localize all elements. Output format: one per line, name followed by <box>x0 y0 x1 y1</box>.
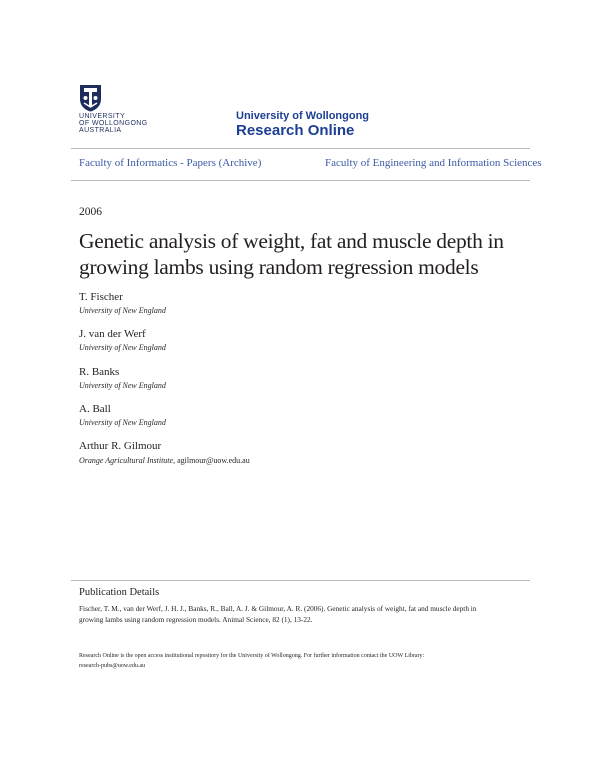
author-affiliation-with-email <box>79 456 250 465</box>
author-name: J. van der Werf <box>79 328 146 340</box>
logo-line-3: AUSTRALIA <box>79 127 122 134</box>
publication-details-heading: Publication Details <box>79 587 160 598</box>
logo-line-2: OF WOLLONGONG <box>79 120 148 127</box>
footer-email-link[interactable]: research-pubs@uow.edu.au <box>79 663 146 669</box>
author-name: R. Banks <box>79 366 120 378</box>
author-affiliation: University of New England <box>79 306 166 315</box>
nav-divider <box>71 180 530 181</box>
publication-details-text <box>79 603 529 625</box>
author-affiliation: University of New England <box>79 381 166 390</box>
paper-title-line-2: growing lambs using random regression models <box>79 255 479 279</box>
author-name: T. Fischer <box>79 291 123 303</box>
footer-line-1: Research Online is the open access institutional repository for the University of Wollongong. For further information contact the UOW Library: <box>79 653 425 659</box>
publication-line-2: growing lambs using random regression models. Animal Science, 82 (1), 13-22. <box>79 615 313 624</box>
author-affiliation: Orange Agricultural Institute <box>79 456 174 465</box>
university-name-link[interactable]: University of Wollongong <box>236 110 370 122</box>
university-logo <box>79 84 149 136</box>
author-affiliation: University of New England <box>79 343 166 352</box>
publication-line-1: Fischer, T. M., van der Werf, J. H. J., Banks, R., Ball, A. J. & Gilmour, A. R. (2006). Genetic analysis of weight, fat and muscle depth in <box>79 604 477 613</box>
university-wordmark <box>79 113 149 134</box>
author-name: A. Ball <box>79 403 111 415</box>
repository-footer <box>79 651 529 671</box>
author-affiliation: University of New England <box>79 418 166 427</box>
faculty-engineering-link[interactable]: Faculty of Engineering and Information Sciences <box>325 157 542 169</box>
faculty-informatics-link[interactable]: Faculty of Informatics - Papers (Archive) <box>79 157 262 169</box>
publication-divider <box>71 580 530 581</box>
top-divider <box>71 148 530 149</box>
university-crest-icon <box>79 84 102 112</box>
author-email[interactable]: , agilmour@uow.edu.au <box>173 456 250 465</box>
research-online-link[interactable]: Research Online <box>236 122 355 139</box>
paper-title-line-1: Genetic analysis of weight, fat and muscle depth in <box>79 229 504 253</box>
paper-title <box>79 228 539 280</box>
logo-line-1: UNIVERSITY <box>79 113 126 120</box>
publication-year: 2006 <box>79 206 102 218</box>
author-name: Arthur R. Gilmour <box>79 440 162 452</box>
